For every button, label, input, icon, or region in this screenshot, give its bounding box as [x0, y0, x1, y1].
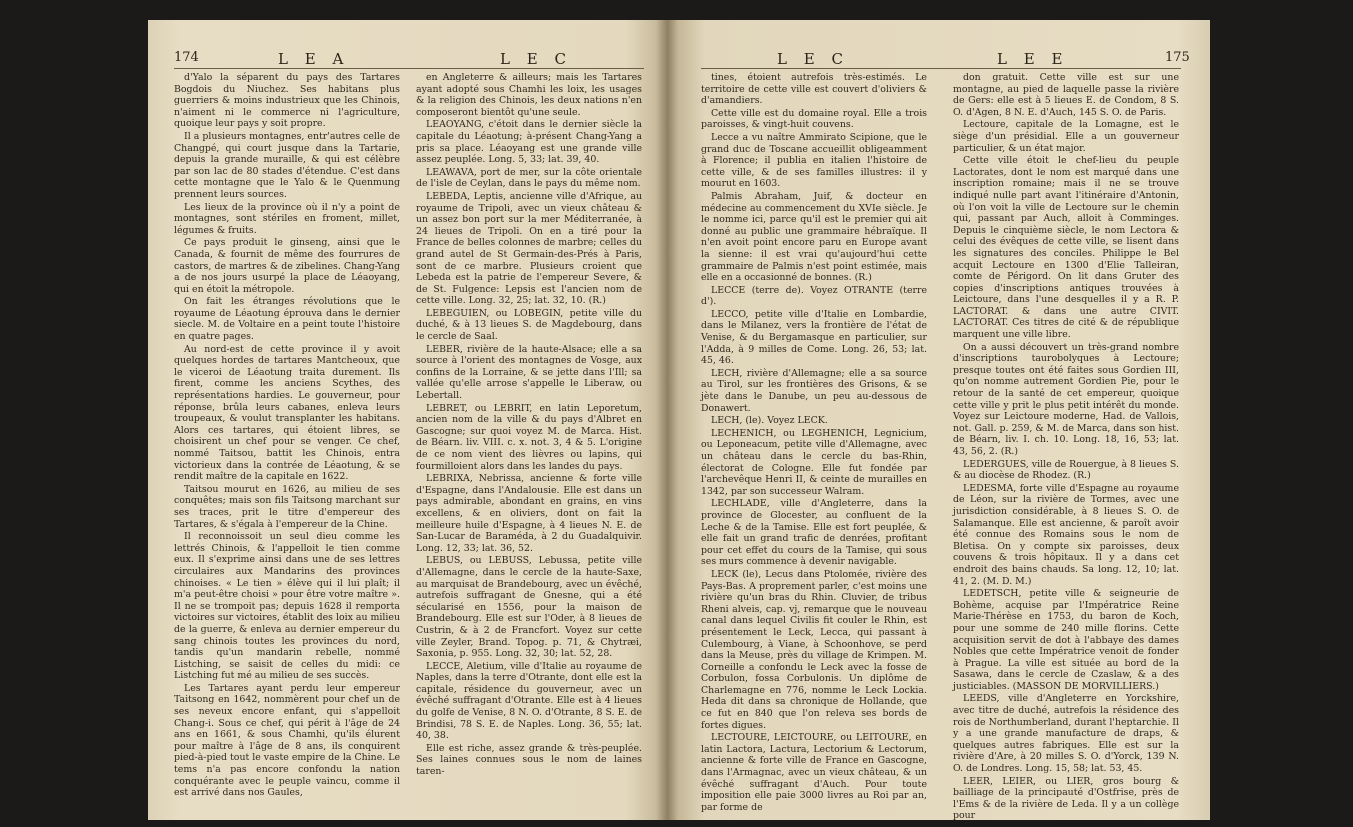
- running-head: L E E: [997, 50, 1069, 68]
- paragraph: LEAWAVA, port de mer, sur la côte orientale de l'isle de Ceylan, dans le pays du même nom.: [416, 166, 642, 190]
- paragraph: LECH, (le). Voyez LECK.: [711, 415, 828, 427]
- paragraph: LEDETSCH, petite ville & seigneurie de Bohème, acquise par l'Impératrice Reine Marie-Thérèse en 1753, du baron de Koch, pour une somme de 240 mille florins. Cette acquisition servit de dot à l'abbaye des dames Nobles que cette Impératrice venoit de fonder à Prague. La ville est située au bord de la Sasawa, dans le cercle de Czaslaw, & a des justiciables. (MASSON DE MORVILLIERS.): [953, 588, 1179, 692]
- paragraph: Lecce a vu naître Ammirato Scipione, que le grand duc de Toscane accueillit obligeamment à Florence; il publia en italien l'histoire de cette ville, & de ses familles illustres: il y mourut en 1603.: [701, 131, 927, 190]
- paragraph: tines, étoient autrefois très-estimés. Le territoire de cette ville est couvert d'oliviers & d'amandiers.: [701, 72, 927, 107]
- paragraph: LEDESMA, forte ville d'Espagne au royaume de Léon, sur la rivière de Tormes, avec une jurisdiction considérable, à 8 lieues S. O. de Salamanque. Elle est ancienne, & paroît avoir été connue des Romains sous le nom de Bletisa. On y compte six paroisses, deux couvens & trois hôpitaux. Il y a dans cet endroit des bains chauds. Sa long. 12, 10; lat. 41, 2. (M. D. M.): [953, 482, 1179, 587]
- paragraph: LECK (le), Lecus dans Ptolomée, rivière des Pays-Bas. A proprement parler, c'est moins une rivière qu'un bras du Rhin. Cluvier, de tribus Rheni alveis, cap. vj, remarque que le nouveau canal dans lequel Civilis fit couler le Rhin, est présentement le Leck, Lecca, qui passant à Culembourg, à Viane, à Schoonhove, se perd dans la Meuse, près du village de Krimpen. M. Corneille a confondu le Leck avec la fosse de Corbulon, fossa Corbulonis. Un diplôme de Charlemagne en 776, nomme le Leck Lockia. Heda dit dans sa chronique de Hollande, que ce fut en 840 que l'on releva ses bords de fortes digues.: [701, 568, 927, 731]
- paragraph: LEBEGUIEN, ou LOBEGIN, petite ville du duché, & à 13 lieues S. de Magdebourg, dans le cercle de Saal.: [416, 307, 642, 343]
- paragraph: LEBEDA, Leptis, ancienne ville d'Afrique, au royaume de Tripoli, avec un vieux château & un assez bon port sur la mer Méditerranée, à 24 lieues de Tripoli. On en a tiré pour la France de belles colonnes de marbre; celles du grand autel de St Germain-des-Prés à Paris, sont de ce marbre. Plusieurs croient que Lebeda est la patrie de l'empereur Severe, & de St. Fulgence: Lepsis est l'ancien nom de cette ville. Long. 32, 25; lat. 32, 10. (R.): [416, 190, 642, 307]
- paragraph: Cette ville est du domaine royal. Elle a trois paroisses, & vingt-huit couvens.: [701, 107, 927, 131]
- book-gutter: [656, 20, 678, 820]
- paragraph: LECCE (terre de). Voyez OTRANTE (terre d').: [701, 284, 927, 308]
- paragraph: LEEDS, ville d'Angleterre en Yorckshire, avec titre de duché, autrefois la résidence des rois de Northumberland, durant l'heptarchie. Il y a une grande manufacture de draps, & quelques autres fabriques. Elle est sur la rivière d'Are, à 20 milles S. O. d'Yorck, 139 N. O. de Londres. Long. 15, 58; lat. 53, 45.: [953, 693, 1179, 775]
- paragraph: Lectoure, capitale de la Lomagne, est le siège d'un présidial. Elle a un gouverneur particulier, & un état major.: [953, 119, 1179, 154]
- paragraph: Les Tartares ayant perdu leur empereur Taitsong en 1642, nommèrent pour chef un de ses neveux encore enfant, qui s'appelloit Chang-i. Sous ce chef, qui périt à l'âge de 24 ans en 1661, & sous Chamhi, qu'ils élurent pour maître à l'âge de 8 ans, ils conquirent pied-à-pied tout le vaste empire de la Chine. Le tems n'a pas encore confondu la nation conquérante avec le peuple vaincu, comme il est arrivé dans nos Gaules,: [174, 682, 400, 799]
- paragraph: Il reconnoissoit un seul dieu comme les lettrés Chinois, & l'appelloit le tien comme eux. Il s'exprime ainsi dans une de ses lettres circulaires aux Mandarins des provinces chinoises. « Le tien » élève qui il lui plaît; il m'a peut-être choisi » pour être votre maître ». Il ne se trompoit pas; depuis 1628 il remporta victoires sur victoires, établit des loix au milieu de la guerre, & enleva au dernier empereur du sang chinois toutes les provinces du nord, tandis qu'un mandarin rebelle, nommé Listching, se saisit de celles du midi: ce Listching fut mé au milieu de ses succès.: [174, 531, 400, 682]
- paragraph: LECCO, petite ville d'Italie en Lombardie, dans le Milanez, vers la frontière de l'état de Venise, & du Bergamasque en particulier, sur l'Adda, à 9 milles de Come. Long. 26, 53; lat. 45, 46.: [701, 308, 927, 367]
- paragraph: don gratuit. Cette ville est sur une montagne, au pied de laquelle passe la rivière de Gers: elle est à 5 lieues E. de Condom, 8 S. O. d'Agen, 8 N. E. d'Auch, 145 S. O. de Paris.: [953, 72, 1179, 118]
- paragraph: LEBUS, ou LEBUSS, Lebussa, petite ville d'Allemagne, dans le cercle de la haute-Saxe, au marquisat de Brandebourg, avec un évêché, autrefois suffragant de Gnesne, qui a été sécularisé en 1556, pour la maison de Brandebourg. Elle est sur l'Oder, à 8 lieues de Custrin, & à 2 de Francfort. Voyez sur cette ville Zeyler, Brand. Topog. p. 71, & Chytræi, Saxonia, p. 955. Long. 32, 30; lat. 52, 28.: [416, 555, 642, 660]
- paragraph: Au nord-est de cette province il y avoit quelques hordes de tartares Mantcheoux, que le viceroi de Léaotung traita durement. Ils firent, comme les anciens Scythes, des représentations hardies. Le gouverneur, pour réponse, brûla leurs cabanes, enleva leurs troupeaux, & voulut transplanter les habitans. Alors ces tartares, qui étoient libres, se choisirent un chef pour se venger. Ce chef, nommé Taitsou, battit les Chinois, entra victorieux dans la contrée de Léaotung, & se rendit maître de la capitale en 1622.: [174, 343, 400, 483]
- paragraph: LECHENICH, ou LEGHENICH, Legnicium, ou Leponeacum, petite ville d'Allemagne, avec un château dans le cercle du bas-Rhin, électorat de Cologne. Elle fut fondée par l'archevêque Henri II, & ceinte de murailles en 1342, par son successeur Walram.: [701, 427, 927, 497]
- paragraph: LEER, LEIER, ou LIER, gros bourg & bailliage de la principauté d'Ostfrise, près de l'Ems & de la rivière de Leda. Il y a un collège pour: [953, 775, 1179, 822]
- header-rule: [174, 68, 644, 69]
- running-head: L E A: [278, 50, 350, 68]
- paragraph: d'Yalo la séparent du pays des Tartares Bogdois du Niuchez. Ses habitans plus guerriers & moins industrieux que les Chinois, n'aiment ni le commerce ni l'agriculture, quoique leur pays y soit propre.: [174, 72, 400, 130]
- paragraph: LECCE, Aletium, ville d'Italie au royaume de Naples, dans la terre d'Otrante, dont elle est la capitale, résidence du gouverneur, avec un évêché suffragant d'Otrante. Elle est à 4 lieues du golfe de Venise, 8 N. O. d'Otrante, 8 S. E. de Brindisi, 78 S. E. de Naples. Long. 36, 55; lat. 40, 38.: [416, 660, 642, 742]
- header-rule: [701, 68, 1181, 69]
- paragraph: LEAOYANG, c'étoit dans le dernier siècle la capitale du Léaotung; à-présent Chang-Yang a pris sa place. Léaoyang est une grande ville assez peuplée. Long. 5, 33; lat. 39, 40.: [416, 119, 642, 166]
- text-column: [416, 72, 642, 802]
- text-column: [701, 72, 927, 813]
- paragraph: Ce pays produit le ginseng, ainsi que le Canada, & fournit de même des fourrures de castors, de martres & de zibelines. Chang-Yang a de nos jours usurpé la place de Léaoyang, qui en étoit la métropole.: [174, 237, 400, 295]
- running-head: L E C: [500, 50, 572, 68]
- paragraph: LEBRET, ou LEBRIT, en latin Leporetum, ancien nom de la ville & du pays d'Albret en Gascogne; sur quoi voyez M. de Marca. Hist. de Béarn. liv. VIII. c. x. not. 3, 4 & 5. L'origine de ce nom vient des lièvres ou lapins, qui fourmilloient alors dans les landes du pays.: [416, 402, 642, 472]
- page-number: 175: [1165, 50, 1190, 65]
- paragraph: LECHLADE, ville d'Angleterre, dans la province de Glocester, au confluent de la Leche & de la Tamise. Elle est fort peuplée, & elle fait un grand trafic de denrées, profitant pour cet effet du cours de la Tamise, qui sous ses murs commence à devenir navigable.: [701, 498, 927, 568]
- paragraph: Cette ville étoit le chef-lieu du peuple Lactorates, dont le nom est marqué dans une inscription romaine; mais il ne se trouve indiqué nulle part avant l'itinéraire d'Antonin, où l'on voit la ville de Lectoure sur le chemin qui, passant par Auch, alloit à Comminges. Depuis le cinquième siècle, le nom Lectora & celui des évêques de cette ville, se lisent dans les signatures des conciles. Philippe le Bel acquit Lectoure en 1300 d'Elie Talleiran, comte de Périgord. On lit dans Gruter des copies d'inscriptions antiques trouvées à Leictoure, dans l'une desquelles il y a R. P. LACTORAT. & dans une autre CIVIT. LACTORAT. Ces titres de cité & de république marquent une ville libre.: [953, 155, 1179, 341]
- paragraph: Taitsou mourut en 1626, au milieu de ses conquêtes; mais son fils Taitsong marchant sur ses traces, prit le titre d'empereur des Tartares, & s'égala à l'empereur de la Chine.: [174, 483, 400, 530]
- paragraph: Palmis Abraham, Juif, & docteur en médecine au commencement du XVIe siècle. Je le nomme ici, parce qu'il est le premier qui ait donné au public une grammaire hébraïque. Il n'en avoit point encore paru en Europe avant la sienne: il est vrai qu'aujourd'hui cette grammaire de Palmis n'est point estimée, mais elle en a occasionné de bonnes. (R.): [701, 190, 927, 284]
- text-column: [174, 72, 400, 802]
- paragraph: Il a plusieurs montagnes, entr'autres celle de Changpé, qui court jusque dans la Tartarie, depuis la grande muraille, & qui est célèbre par son lac de 80 stades d'étendue. C'est dans cette montagne que le Yalo & le Quenmung prennent leurs sources.: [174, 130, 400, 200]
- paragraph: On a aussi découvert un très-grand nombre d'inscriptions taurobolyques à Lectoure; presque toutes ont été faites sous Gordien III, qu'on nomme autrement Gordien Pie, pour le retour de la santé de cet empereur, quoique cette ville y prit le plus petit intérêt du monde. Voyez sur Leictoure moderne, Had. de Vallois, not. Gall. p. 259, & M. de Marca, dans son hist. de Béarn, liv. I. ch. 10. Long. 18, 16, 53; lat. 43, 56, 2. (R.): [953, 341, 1179, 457]
- open-book: [148, 20, 1210, 820]
- paragraph: LECTOURE, LEICTOURE, ou LEITOURE, en latin Lactora, Lactura, Lectorium & Lectorum, ancienne & forte ville de France en Gascogne, dans l'Armagnac, avec un vieux château, & un évêché suffragant d'Auch. Pour toute imposition elle paie 3000 livres au Roi par an, par forme de: [701, 732, 927, 813]
- paragraph: en Angleterre & ailleurs; mais les Tartares ayant adopté sous Chamhi les loix, les usages & la religion des Chinois, les deux nations n'en composeront bientôt qu'une seule.: [416, 72, 642, 118]
- text-column: [953, 72, 1179, 822]
- paragraph: LEBRIXA, Nebrissa, ancienne & forte ville d'Espagne, dans l'Andalousie. Elle est dans un pays admirable, abondant en grains, en vins excellens, & en oliviers, dont on fait la meilleure huile d'Espagne, à 4 lieues N. E. de San-Lucar de Baraméda, à 2 du Guadalquivir. Long. 12, 33; lat. 36, 52.: [416, 473, 642, 554]
- running-head: L E C: [777, 50, 849, 68]
- right-page: [667, 20, 1210, 820]
- paragraph: LEBER, rivière de la haute-Alsace; elle a sa source à l'orient des montagnes de Vosge, aux confins de la Lorraine, & se jette dans l'Ill; sa vallée qu'elle arrose s'appelle le Liberaw, ou Lebertall.: [416, 343, 642, 402]
- paragraph: LECH, rivière d'Allemagne; elle a sa source au Tirol, sur les frontières des Grisons, & se jète dans le Danube, un peu au-dessous de Donawert.: [701, 367, 927, 414]
- paragraph: On fait les étranges révolutions que le royaume de Léaotung éprouva dans le dernier siecle. M. de Voltaire en a peint toute l'histoire en quatre pages.: [174, 296, 400, 343]
- page-number: 174: [174, 50, 199, 65]
- paragraph: Les lieux de la province où il n'y a point de montagnes, sont stériles en froment, millet, légumes & fruits.: [174, 201, 400, 236]
- paragraph: Elle est riche, assez grande & très-peuplée. Ses laines connues sous le nom de laines taren-: [416, 742, 642, 778]
- paragraph: LEDERGUES, ville de Rouergue, à 8 lieues S. & au diocèse de Rhodez. (R.): [953, 458, 1179, 482]
- left-page: [148, 20, 667, 820]
